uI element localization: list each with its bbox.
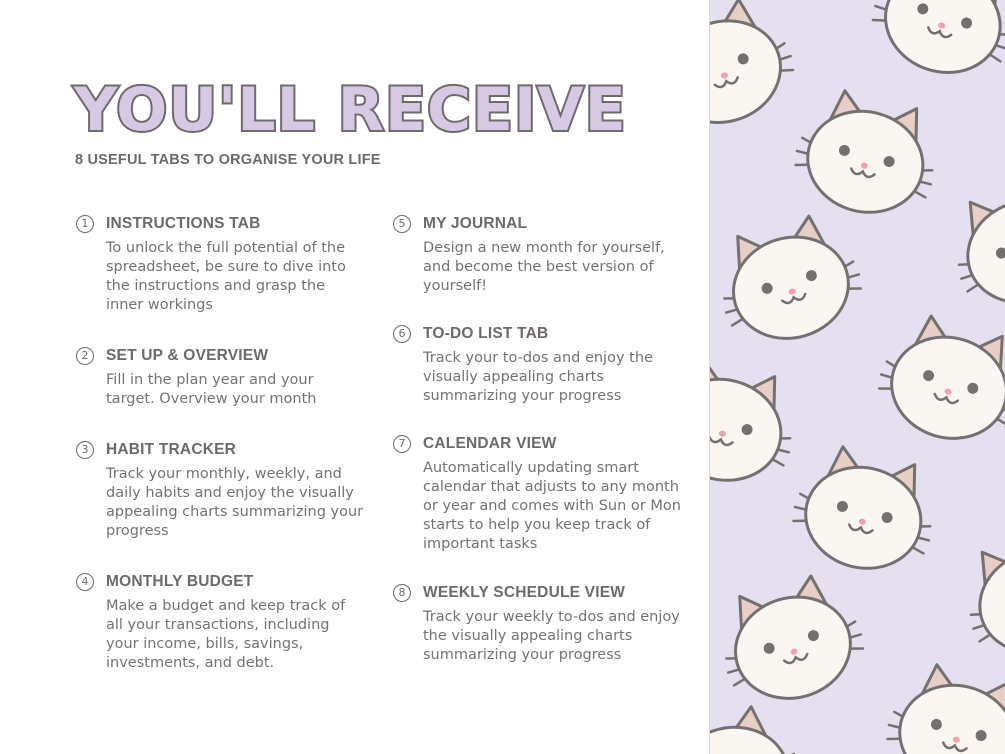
feature-title: HABIT TRACKER bbox=[106, 441, 237, 458]
feature-description: Track your to-dos and enjoy the visually appealing charts summarizing your progress bbox=[423, 350, 653, 404]
feature-description: Fill in the plan year and your target. Overview your month bbox=[106, 372, 317, 407]
feature-item-journal bbox=[393, 214, 678, 296]
feature-title: MONTHLY BUDGET bbox=[106, 573, 254, 590]
number-badge: 5 bbox=[393, 215, 411, 233]
feature-item-monthly-budget bbox=[76, 572, 361, 673]
feature-title: TO-DO LIST TAB bbox=[423, 325, 549, 342]
feature-title: SET UP & OVERVIEW bbox=[106, 347, 269, 364]
feature-description: Track your weekly to-dos and enjoy the visually appealing charts summarizing your progress bbox=[423, 609, 680, 663]
feature-item-habit-tracker bbox=[76, 440, 364, 541]
cat-face-icon bbox=[870, 0, 1005, 90]
feature-item-todo-list bbox=[393, 324, 678, 406]
page-title: YOU'LL RECEIVE bbox=[74, 75, 627, 145]
cat-face-icon bbox=[714, 206, 864, 356]
number-badge: 3 bbox=[76, 441, 94, 459]
number-badge: 6 bbox=[393, 325, 411, 343]
number-badge: 1 bbox=[76, 215, 94, 233]
cat-face-icon bbox=[948, 170, 1005, 320]
number-badge: 4 bbox=[76, 573, 94, 591]
cat-pattern-panel bbox=[710, 0, 1005, 754]
feature-title: MY JOURNAL bbox=[423, 215, 528, 232]
feature-title: WEEKLY SCHEDULE VIEW bbox=[423, 584, 626, 601]
cat-face-icon bbox=[876, 306, 1005, 456]
cat-face-icon bbox=[710, 696, 804, 754]
cat-face-icon bbox=[884, 654, 1005, 754]
cat-face-icon bbox=[960, 520, 1005, 670]
cat-face-icon bbox=[710, 0, 796, 140]
number-badge: 2 bbox=[76, 347, 94, 365]
feature-item-calendar bbox=[393, 434, 681, 554]
feature-description: Design a new month for yourself, and become the best version of yourself! bbox=[423, 240, 665, 294]
cat-face-icon bbox=[716, 566, 866, 716]
feature-title: CALENDAR VIEW bbox=[423, 435, 557, 452]
feature-item-instructions bbox=[76, 214, 361, 315]
feature-description: To unlock the full potential of the spreadsheet, be sure to dive into the instructions and grasp the inner workings bbox=[106, 240, 346, 313]
feature-description: Automatically updating smart calendar that adjusts to any month or year and comes with Sun or Mon starts to help you keep track of important tasks bbox=[423, 460, 681, 552]
number-badge: 7 bbox=[393, 435, 411, 453]
page-subtitle: 8 USEFUL TABS TO ORGANISE YOUR LIFE bbox=[75, 152, 381, 168]
cat-face-icon bbox=[710, 348, 800, 498]
feature-title: INSTRUCTIONS TAB bbox=[106, 215, 261, 232]
cat-face-icon bbox=[790, 436, 940, 586]
number-badge: 8 bbox=[393, 584, 411, 602]
feature-description: Make a budget and keep track of all your transactions, including your income, bills, savings, investments, and debt. bbox=[106, 598, 346, 671]
feature-description: Track your monthly, weekly, and daily habits and enjoy the visually appealing charts summarizing your progress bbox=[106, 466, 364, 539]
feature-item-setup bbox=[76, 346, 361, 409]
feature-item-weekly-schedule bbox=[393, 583, 678, 665]
